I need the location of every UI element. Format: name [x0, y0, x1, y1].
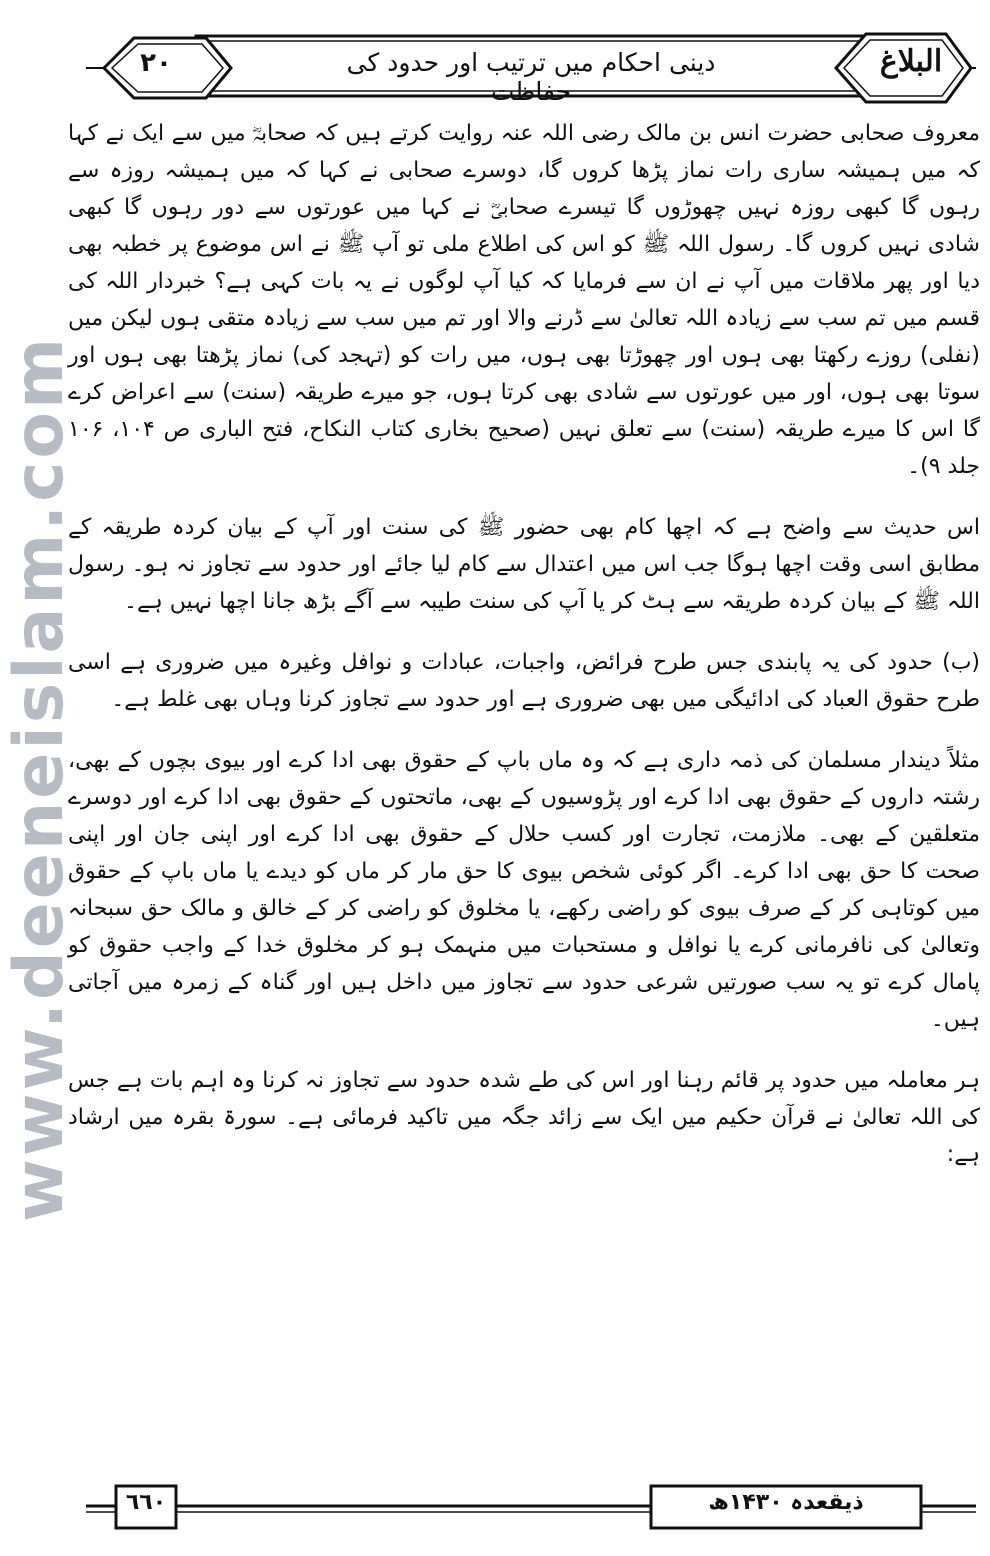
- footer-page-number: ٦٦٠: [125, 1490, 167, 1515]
- paragraph-example: مثلاً دیندار مسلمان کی ذمہ داری ہے کہ وہ ماں باپ کے حقوق بھی ادا کرے اور بیوی بچوں کے بھی، رشتہ داروں کے حقوق بھی ادا کرے اور پڑوسیوں کے بھی، ماتحتوں کے حقوق بھی ادا کرے اور دوسرے متعلقین کے بھی۔ ملازمت، تجارت اور کسب حلال کے حقوق بھی ادا کرے اور اپنی جان اور اپنی صحت کا حق بھی ادا کرے۔ اگر کوئی شخص بیوی کا حق مار کر ماں کو دیدے یا ماں باپ کے حقوق میں کوتاہی کر کے صرف بیوی کو راضی رکھے، یا مخلوق کو راضی کر کے خالق و مالک حق سبحانہ وتعالیٰ کی نافرمانی کرے یا نوافل و مستحبات میں منہمک ہو کر مخلوق خدا کے واجب حقوق کو پامال کرے تو یہ سب صورتیں شرعی حدود سے تجاوز میں داخل ہیں اور گناہ کے زمرہ میں آجاتی ہیں۔: [68, 748, 980, 1032]
- paragraph-hadith: معروف صحابی حضرت انس بن مالک رضی اللہ عنہ روایت کرتے ہیں کہ صحابہؓ میں سے ایک نے کہا کہ میں ہمیشہ ساری رات نماز پڑھا کروں گا، دوسرے صحابی نے کہا کہ میں ہمیشہ روزہ سے رہوں گا کبھی روزہ نہیں چھوڑوں گا تیسرے صحابیؓ نے کہا میں عورتوں سے دور رہوں گا کبھی شادی نہیں کروں گا۔ رسول اللہ ﷺ کو اس کی اطلاع ملی تو آپ ﷺ نے اس موضوع پر خطبہ بھی دیا اور پھر ملاقات میں آپ نے ان سے فرمایا کہ کیا آپ لوگوں نے یہ بات کہی ہے؟ خبردار اللہ کی قسم میں تم سب سے زیادہ اللہ تعالیٰ سے ڈرنے والا اور تم میں سب سے زیادہ متقی ہوں لیکن میں (نفلی) روزے رکھتا بھی ہوں اور چھوڑتا بھی ہوں، میں رات کو (تہجد کی) نماز پڑھتا بھی ہوں اور سوتا بھی ہوں، اور میں عورتوں سے شادی بھی کرتا ہوں، جو میرے طریقہ (سنت) سے اعراض کرے گا اس کا میرے طریقہ (سنت) سے تعلق نہیں (صحیح بخاری کتاب النکاح، فتح الباری ص ۱۰۴، ۱۰۶ جلد ۹)۔: [68, 121, 980, 479]
- paragraph-quran: ہر معاملہ میں حدود پر قائم رہنا اور اس کی طے شدہ حدود سے تجاوز نہ کرنا وہ اہم بات ہے جس کی اللہ تعالیٰ نے قرآن حکیم میں ایک سے زائد جگہ میں تاکید فرمائی ہے۔ سورۃ بقرہ میں ارشاد ہے:: [68, 1068, 980, 1167]
- site-watermark: [0, 0, 78, 1556]
- header-title: دینی احکام میں ترتیب اور حدود کی حفاظت: [346, 48, 716, 106]
- header-page-number: ٢٠: [140, 48, 172, 78]
- page-footer: [86, 1480, 976, 1536]
- paragraph-limits: (ب) حدود کی یہ پابندی جس طرح فرائض، واجبات، عبادات و نوافل وغیرہ میں ضروری ہے اسی طرح حقوق العباد کی ادائیگی میں بھی ضروری ہے اور حدود سے تجاوز کرنا وہاں بھی غلط ہے۔: [68, 650, 980, 712]
- watermark-text: www.deeneislam.com: [0, 334, 79, 1222]
- magazine-logo: البلاغ: [879, 44, 943, 79]
- footer-issue-date: ذیقعدہ ۱۴۳۰ھ: [708, 1490, 864, 1515]
- article-body: [68, 115, 980, 1445]
- paragraph-explanation: اس حدیث سے واضح ہے کہ اچھا کام بھی حضور ﷺ کی سنت اور آپ کے بیان کردہ طریقہ کے مطابق اسی وقت اچھا ہوگا جب اس میں اعتدال سے کام لیا جائے اور حدود سے تجاوز نہ ہو۔ رسول اللہ ﷺ کے بیان کردہ طریقہ سے ہٹ کر یا آپ کی سنت طیبہ سے آگے بڑھ جانا اچھا نہیں ہے۔: [68, 515, 980, 614]
- page-header: [86, 28, 976, 108]
